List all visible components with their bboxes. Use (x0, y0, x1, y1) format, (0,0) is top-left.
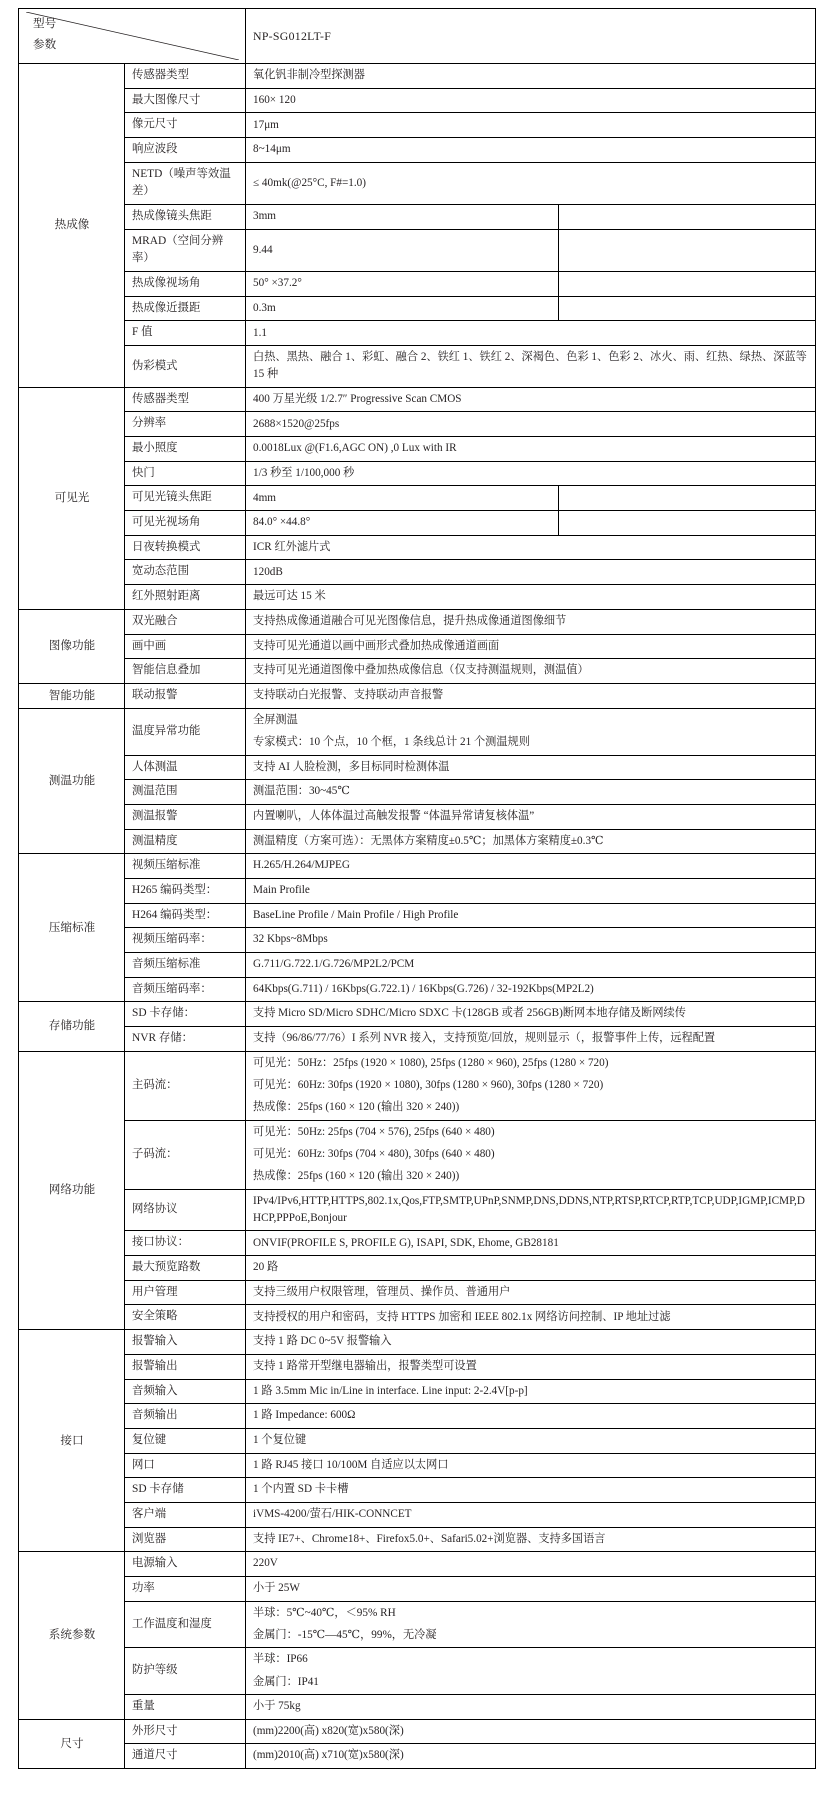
spec-group-label: 存储功能 (19, 1002, 125, 1051)
spec-value-line: 专家模式：10 个点，10 个框，1 条线总计 21 个测温规则 (253, 736, 530, 749)
spec-item-label: H265 编码类型： (125, 878, 246, 903)
spec-item-label: 安全策略 (125, 1305, 246, 1330)
spec-row (19, 1576, 816, 1601)
spec-row (19, 1026, 816, 1051)
spec-value (246, 585, 816, 610)
spec-value (246, 1601, 816, 1648)
spec-value-line: 半球：5℃~40℃，＜95% RH (253, 1606, 396, 1619)
spec-value-line: Main Profile (253, 884, 310, 897)
spec-value-line: 0.0018Lux @(F1.6,AGC ON) ,0 Lux with IR (253, 442, 457, 455)
spec-item-label: NETD（噪声等效温差） (125, 162, 246, 204)
spec-row (19, 1189, 816, 1231)
spec-item-label: 音频压缩标准 (125, 952, 246, 977)
spec-item-label: 功率 (125, 1576, 246, 1601)
spec-value-line: 半球：IP66 (253, 1653, 308, 1666)
spec-value (246, 1719, 816, 1744)
spec-item-label: 热成像近摄距 (125, 296, 246, 321)
spec-item-label: 传感器类型 (125, 387, 246, 412)
spec-value (246, 461, 816, 486)
spec-value (246, 412, 816, 437)
spec-row (19, 755, 816, 780)
spec-value-line: 400 万星光级 1/2.7″ Progressive Scan CMOS (253, 392, 462, 405)
spec-sheet (0, 8, 833, 1809)
spec-row (19, 1330, 816, 1355)
spec-item-label: 电源输入 (125, 1552, 246, 1577)
spec-value-line: 全屏测温 (253, 713, 298, 726)
spec-value-line: 17μm (253, 118, 279, 131)
spec-item-label: 画中画 (125, 634, 246, 659)
spec-value (246, 804, 816, 829)
spec-value (246, 755, 816, 780)
spec-group-label: 图像功能 (19, 609, 125, 683)
spec-value (246, 609, 816, 634)
spec-row (19, 138, 816, 163)
spec-value (246, 1002, 816, 1027)
spec-item-label: 报警输入 (125, 1330, 246, 1355)
spec-row (19, 387, 816, 412)
spec-value-line: 测温范围：30~45℃ (253, 785, 350, 798)
spec-item-label: 日夜转换模式 (125, 535, 246, 560)
spec-row (19, 535, 816, 560)
spec-value (246, 1189, 816, 1231)
spec-value (246, 683, 816, 708)
spec-value-line: 支持 AI 人脸检测，多目标同时检测体温 (253, 760, 450, 773)
spec-item-label: SD 卡存储： (125, 1002, 246, 1027)
spec-item-label: 用户管理 (125, 1280, 246, 1305)
spec-item-label: 防护等级 (125, 1648, 246, 1695)
spec-value-line: 支持 1 路常开型继电器输出，报警类型可设置 (253, 1359, 477, 1372)
spec-row (19, 296, 816, 321)
diagonal-divider-icon (26, 12, 239, 60)
spec-row (19, 1404, 816, 1429)
spec-group-label: 热成像 (19, 64, 125, 388)
spec-item-label: 主码流： (125, 1051, 246, 1120)
spec-value-line: 支持（96/86/77/76）I 系列 NVR 接入，支持预览/回放，规则显示（，报警事件上传，远程配置 (253, 1032, 716, 1045)
spec-value (246, 437, 816, 462)
spec-row (19, 88, 816, 113)
spec-row (19, 1648, 816, 1695)
specification-table (18, 8, 816, 1769)
spec-value (246, 928, 816, 953)
spec-value-line: 50° ×37.2° (253, 277, 302, 290)
spec-item-label: 快门 (125, 461, 246, 486)
spec-value-line: 热成像：25fps (160 × 120 (输出 320 × 240)) (253, 1101, 460, 1114)
spec-item-label: 外形尺寸 (125, 1719, 246, 1744)
spec-item-label: 测温报警 (125, 804, 246, 829)
spec-value-extension (559, 229, 816, 271)
spec-row (19, 683, 816, 708)
spec-item-label: 浏览器 (125, 1527, 246, 1552)
spec-row (19, 1231, 816, 1256)
spec-value-line: 金属门：-15℃—45℃，99%，无冷凝 (253, 1628, 437, 1641)
spec-value-extension (559, 205, 816, 230)
spec-value-line: 支持授权的用户和密码，支持 HTTPS 加密和 IEEE 802.1x 网络访问控制、IP 地址过滤 (253, 1310, 671, 1323)
spec-group-label: 接口 (19, 1330, 125, 1552)
spec-value (246, 296, 559, 321)
specification-table-body (19, 9, 816, 1769)
spec-value-line: 1 个复位键 (253, 1434, 307, 1446)
spec-item-label: 报警输出 (125, 1354, 246, 1379)
spec-value-line: (mm)2200(高) x820(宽)x580(深) (253, 1724, 404, 1737)
spec-item-label: 音频输入 (125, 1379, 246, 1404)
spec-row (19, 1256, 816, 1281)
spec-value (246, 1305, 816, 1330)
spec-value-line: 1 路 Impedance: 600Ω (253, 1409, 356, 1422)
spec-item-label: 音频压缩码率： (125, 977, 246, 1002)
spec-value (246, 486, 559, 511)
spec-item-label: 接口协议： (125, 1231, 246, 1256)
spec-row (19, 1379, 816, 1404)
spec-value (246, 1744, 816, 1769)
spec-row (19, 412, 816, 437)
spec-value (246, 1026, 816, 1051)
spec-row (19, 977, 816, 1002)
spec-value-line: 内置喇叭，人体体温过高触发报警 “体温异常请复核体温” (253, 810, 535, 823)
spec-row (19, 486, 816, 511)
spec-row (19, 1453, 816, 1478)
spec-value-line: 可见光：50Hz：25fps (1920 × 1080), 25fps (1280 × 960), 25fps (1280 × 720) (253, 1056, 609, 1069)
spec-value (246, 1502, 816, 1527)
spec-item-label: 网口 (125, 1453, 246, 1478)
spec-value (246, 1527, 816, 1552)
spec-value (246, 1428, 816, 1453)
spec-value-line: 1 个内置 SD 卡卡槽 (253, 1483, 349, 1496)
spec-row (19, 708, 816, 755)
spec-value-line: 白热、黑热、融合 1、彩虹、融合 2、铁红 1、铁红 2、深褐色、色彩 1、色彩 2、冰火、雨、红热、绿热、深蓝等 15 种 (253, 351, 807, 381)
spec-value (246, 1256, 816, 1281)
spec-row (19, 780, 816, 805)
spec-value-line: 热成像：25fps (160 × 120 (输出 320 × 240)) (253, 1170, 460, 1183)
spec-value (246, 560, 816, 585)
spec-item-label: 重量 (125, 1694, 246, 1719)
spec-value-line: 1 路 3.5mm Mic in/Line in interface. Line input: 2-2.4V[p-p] (253, 1384, 528, 1397)
spec-value-line: 最远可达 15 米 (253, 590, 326, 603)
spec-item-label: 可见光视场角 (125, 511, 246, 536)
spec-item-label: F 值 (125, 321, 246, 346)
spec-group-label: 压缩标准 (19, 854, 125, 1002)
spec-item-label: 最大图像尺寸 (125, 88, 246, 113)
spec-row (19, 229, 816, 271)
spec-value (246, 162, 816, 204)
spec-item-label: 视频压缩码率： (125, 928, 246, 953)
spec-value-line: 测温精度（方案可选）：无黑体方案精度±0.5℃；加黑体方案精度±0.3℃ (253, 834, 604, 847)
spec-row (19, 1002, 816, 1027)
spec-row (19, 634, 816, 659)
spec-value-line: 支持 1 路 DC 0~5V 报警输入 (253, 1335, 392, 1348)
spec-row (19, 659, 816, 684)
spec-value (246, 346, 816, 388)
spec-value (246, 1576, 816, 1601)
spec-item-label: SD 卡存储 (125, 1478, 246, 1503)
spec-item-label: 联动报警 (125, 683, 246, 708)
spec-row (19, 1694, 816, 1719)
spec-row (19, 585, 816, 610)
spec-row (19, 1280, 816, 1305)
spec-value-line: 氧化钒非制冷型探测器 (253, 69, 365, 82)
spec-value-line: G.711/G.722.1/G.726/MP2L2/PCM (253, 958, 415, 971)
table-header-row (19, 9, 816, 64)
spec-row (19, 1527, 816, 1552)
spec-item-label: 响应波段 (125, 138, 246, 163)
corner-header-cell (19, 9, 246, 64)
spec-item-label: 网络协议 (125, 1189, 246, 1231)
spec-value (246, 634, 816, 659)
spec-item-label: 分辨率 (125, 412, 246, 437)
spec-value-line: (mm)2010(高) x710(宽)x580(深) (253, 1749, 404, 1762)
spec-value-line: 支持可见光通道图像中叠加热成像信息（仅支持测温规则，测温值） (253, 664, 589, 677)
spec-row (19, 1354, 816, 1379)
spec-value-line: IPv4/IPv6,HTTP,HTTPS,802.1x,Qos,FTP,SMTP,UPnP,SNMP,DNS,DDNS,NTP,RTSP,RTCP,RTP,TCP,UDP,IGMP,ICMP,DHCP,PPPoE,Bonjour (253, 1194, 805, 1225)
spec-value-line: 支持 Micro SD/Micro SDHC/Micro SDXC 卡(128GB 或者 256GB)断网本地存储及断网续传 (253, 1007, 686, 1020)
spec-value-line: 小于 75kg (253, 1700, 301, 1713)
spec-value (246, 1478, 816, 1503)
spec-value-line: 9.44 (253, 243, 273, 256)
spec-row (19, 1552, 816, 1577)
spec-item-label: H264 编码类型： (125, 903, 246, 928)
spec-value-line: ≤ 40mk(@25°C, F#=1.0) (253, 176, 367, 189)
spec-item-label: 工作温度和湿度 (125, 1601, 246, 1648)
spec-value-line: 可见光：60Hz: 30fps (704 × 480), 30fps (640 × 480) (253, 1148, 495, 1161)
spec-value-line: H.265/H.264/MJPEG (253, 859, 350, 872)
spec-row (19, 1719, 816, 1744)
spec-value (246, 952, 816, 977)
spec-value-line: 小于 25W (253, 1582, 300, 1595)
spec-item-label: 视频压缩标准 (125, 854, 246, 879)
spec-item-label: 可见光镜头焦距 (125, 486, 246, 511)
spec-value-line: 支持热成像通道融合可见光图像信息，提升热成像通道图像细节 (253, 614, 567, 627)
spec-value (246, 1694, 816, 1719)
spec-group-label: 智能功能 (19, 683, 125, 708)
spec-item-label: 热成像镜头焦距 (125, 205, 246, 230)
spec-value-line: 金属门：IP41 (253, 1675, 319, 1688)
spec-value-line: 64Kbps(G.711) / 16Kbps(G.722.1) / 16Kbps(G.726) / 32-192Kbps(MP2L2) (253, 982, 594, 995)
spec-item-label: 子码流： (125, 1120, 246, 1189)
spec-row (19, 804, 816, 829)
spec-value (246, 854, 816, 879)
spec-value (246, 1379, 816, 1404)
spec-row (19, 903, 816, 928)
spec-value (246, 708, 816, 755)
spec-value-line: iVMS-4200/萤石/HIK-CONNCET (253, 1508, 412, 1521)
spec-row (19, 829, 816, 854)
spec-row (19, 1120, 816, 1189)
spec-item-label: 测温范围 (125, 780, 246, 805)
spec-value-line: 32 Kbps~8Mbps (253, 933, 328, 946)
spec-value-line: 支持三级用户权限管理，管理员、操作员、普通用户 (253, 1285, 511, 1298)
spec-value (246, 1330, 816, 1355)
spec-value (246, 205, 559, 230)
spec-value (246, 229, 559, 271)
spec-row (19, 162, 816, 204)
spec-group-label: 尺寸 (19, 1719, 125, 1768)
spec-value-line: 20 路 (253, 1261, 279, 1274)
spec-value-line: 支持 IE7+、Chrome18+、Firefox5.0+、Safari5.02+浏览器、支持多国语言 (253, 1532, 606, 1545)
spec-value (246, 829, 816, 854)
spec-row (19, 1478, 816, 1503)
spec-row (19, 560, 816, 585)
spec-item-label: MRAD（空间分辨率） (125, 229, 246, 271)
spec-value-line: 4mm (253, 491, 276, 504)
spec-value-line: 84.0° ×44.8° (253, 516, 311, 529)
spec-row (19, 854, 816, 879)
spec-row (19, 1744, 816, 1769)
spec-item-label: 热成像视场角 (125, 272, 246, 297)
spec-value (246, 511, 559, 536)
spec-group-label: 网络功能 (19, 1051, 125, 1330)
spec-item-label: 伪彩模式 (125, 346, 246, 388)
spec-row (19, 1428, 816, 1453)
spec-row (19, 928, 816, 953)
spec-value (246, 1051, 816, 1120)
spec-value-line: 2688×1520@25fps (253, 417, 340, 430)
spec-item-label: 测温精度 (125, 829, 246, 854)
spec-value (246, 1120, 816, 1189)
spec-row (19, 1305, 816, 1330)
spec-value (246, 1453, 816, 1478)
spec-row (19, 461, 816, 486)
spec-item-label: 传感器类型 (125, 64, 246, 89)
spec-value-line: 3mm (253, 210, 276, 223)
spec-value (246, 903, 816, 928)
spec-item-label: 客户端 (125, 1502, 246, 1527)
spec-row (19, 272, 816, 297)
spec-item-label: 双光融合 (125, 609, 246, 634)
spec-value-extension (559, 296, 816, 321)
spec-value-line: 可见光：60Hz: 30fps (1920 × 1080), 30fps (1280 × 960), 30fps (1280 × 720) (253, 1078, 604, 1091)
spec-value-line: 220V (253, 1557, 278, 1570)
spec-value (246, 659, 816, 684)
spec-value-line: 1.1 (253, 326, 267, 339)
spec-row (19, 1502, 816, 1527)
spec-value (246, 321, 816, 346)
spec-value-extension (559, 272, 816, 297)
spec-item-label: 人体测温 (125, 755, 246, 780)
spec-value (246, 780, 816, 805)
spec-item-label: 像元尺寸 (125, 113, 246, 138)
spec-item-label: 最小照度 (125, 437, 246, 462)
spec-value (246, 138, 816, 163)
spec-value (246, 878, 816, 903)
spec-row (19, 346, 816, 388)
spec-row (19, 321, 816, 346)
spec-value (246, 272, 559, 297)
spec-value-line: 支持联动白光报警、支持联动声音报警 (253, 689, 444, 702)
spec-row (19, 113, 816, 138)
spec-value (246, 387, 816, 412)
corner-top-label: 型号 (33, 17, 57, 30)
spec-row (19, 511, 816, 536)
spec-item-label: 宽动态范围 (125, 560, 246, 585)
spec-group-label: 可见光 (19, 387, 125, 609)
spec-row (19, 878, 816, 903)
spec-value (246, 113, 816, 138)
spec-value-line: 8~14μm (253, 143, 291, 156)
corner-bottom-label: 参数 (33, 38, 57, 51)
spec-value (246, 1404, 816, 1429)
spec-item-label: 最大预览路数 (125, 1256, 246, 1281)
spec-item-label: 温度异常功能 (125, 708, 246, 755)
spec-item-label: 复位键 (125, 1428, 246, 1453)
spec-value-line: 1 路 RJ45 接口 10/100M 自适应以太网口 (253, 1458, 449, 1471)
spec-row (19, 437, 816, 462)
spec-row (19, 64, 816, 89)
spec-row (19, 1601, 816, 1648)
spec-value (246, 1231, 816, 1256)
spec-value (246, 1280, 816, 1305)
spec-value-line: ICR 红外滤片式 (253, 540, 331, 553)
spec-value (246, 1552, 816, 1577)
spec-group-label: 测温功能 (19, 708, 125, 853)
spec-value (246, 535, 816, 560)
spec-item-label: 通道尺寸 (125, 1744, 246, 1769)
spec-value (246, 977, 816, 1002)
spec-value-extension (559, 486, 816, 511)
spec-value (246, 64, 816, 89)
spec-value-line: 可见光：50Hz: 25fps (704 × 576), 25fps (640 × 480) (253, 1125, 495, 1138)
spec-value-line: BaseLine Profile / Main Profile / High Profile (253, 908, 459, 921)
spec-value (246, 1648, 816, 1695)
spec-row (19, 609, 816, 634)
spec-item-label: 音频输出 (125, 1404, 246, 1429)
spec-row (19, 952, 816, 977)
spec-value-line: ONVIF(PROFILE S, PROFILE G), ISAPI, SDK, Ehome, GB28181 (253, 1236, 559, 1249)
spec-item-label: NVR 存储： (125, 1026, 246, 1051)
spec-value-line: 160× 120 (253, 93, 296, 106)
spec-value-line: 0.3m (253, 301, 276, 314)
spec-group-label: 系统参数 (19, 1552, 125, 1719)
spec-value-line: 支持可见光通道以画中画形式叠加热成像通道画面 (253, 639, 500, 652)
spec-item-label: 智能信息叠加 (125, 659, 246, 684)
spec-row (19, 205, 816, 230)
model-name-cell: NP-SG012LT-F (246, 9, 816, 64)
spec-value-extension (559, 511, 816, 536)
spec-value-line: 1/3 秒至 1/100,000 秒 (253, 466, 355, 479)
spec-item-label: 红外照射距离 (125, 585, 246, 610)
spec-value (246, 1354, 816, 1379)
spec-value (246, 88, 816, 113)
spec-value-line: 120dB (253, 565, 283, 578)
spec-row (19, 1051, 816, 1120)
